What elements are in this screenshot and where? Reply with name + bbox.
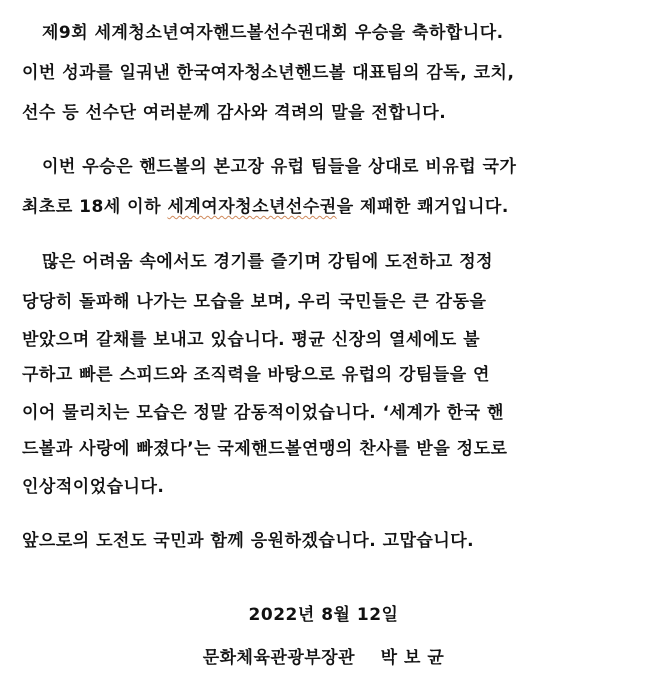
body-line-1: 많은 어려움 속에서도 경기를 즐기며 강팀에 도전하고 정정	[42, 252, 494, 272]
closing-remark: 앞으로의 도전도 국민과 함께 응원하겠습니다. 고맙습니다.	[22, 531, 475, 551]
congrats-line-3: 선수 등 선수단 여러분께 감사와 격려의 말을 전합니다.	[22, 103, 447, 123]
letter-date: 2022년 8월 12일	[248, 605, 399, 625]
achievement-line-1: 이번 우승은 핸드볼의 본고장 유럽 팀들을 상대로 비유럽 국가	[42, 157, 517, 177]
spellcheck-underlined-term: 세계여자청소년선수권	[167, 197, 337, 217]
achievement-line-2-end: 을 제패한 쾌거입니다.	[336, 197, 509, 217]
body-line-2: 당당히 돌파해 나가는 모습을 보며, 우리 국민들은 큰 감동을	[22, 292, 487, 312]
achievement-line-2-start: 최초로 18세 이하	[22, 197, 168, 217]
body-line-3: 받았으며 갈채를 보내고 있습니다. 평균 신장의 열세에도 불	[22, 330, 481, 350]
body-line-7: 인상적이었습니다.	[22, 477, 165, 497]
achievement-line-2	[22, 194, 509, 220]
signature-line: 문화체육관광부장관 박 보 균	[202, 648, 445, 668]
body-line-4: 구하고 빠른 스피드와 조직력을 바탕으로 유럽의 강팀들을 연	[22, 365, 490, 385]
congrats-line-2: 이번 성과를 일궈낸 한국여자청소년핸드볼 대표팀의 감독, 코치,	[22, 63, 515, 83]
congrats-line-1: 제9회 세계청소년여자핸드볼선수권대회 우승을 축하합니다.	[42, 23, 504, 43]
body-line-5: 이어 물리치는 모습은 정말 감동적이었습니다. ‘세계가 한국 핸	[22, 403, 504, 423]
body-line-6: 드볼과 사랑에 빠졌다’는 국제핸드볼연맹의 찬사를 받을 정도로	[22, 439, 508, 459]
